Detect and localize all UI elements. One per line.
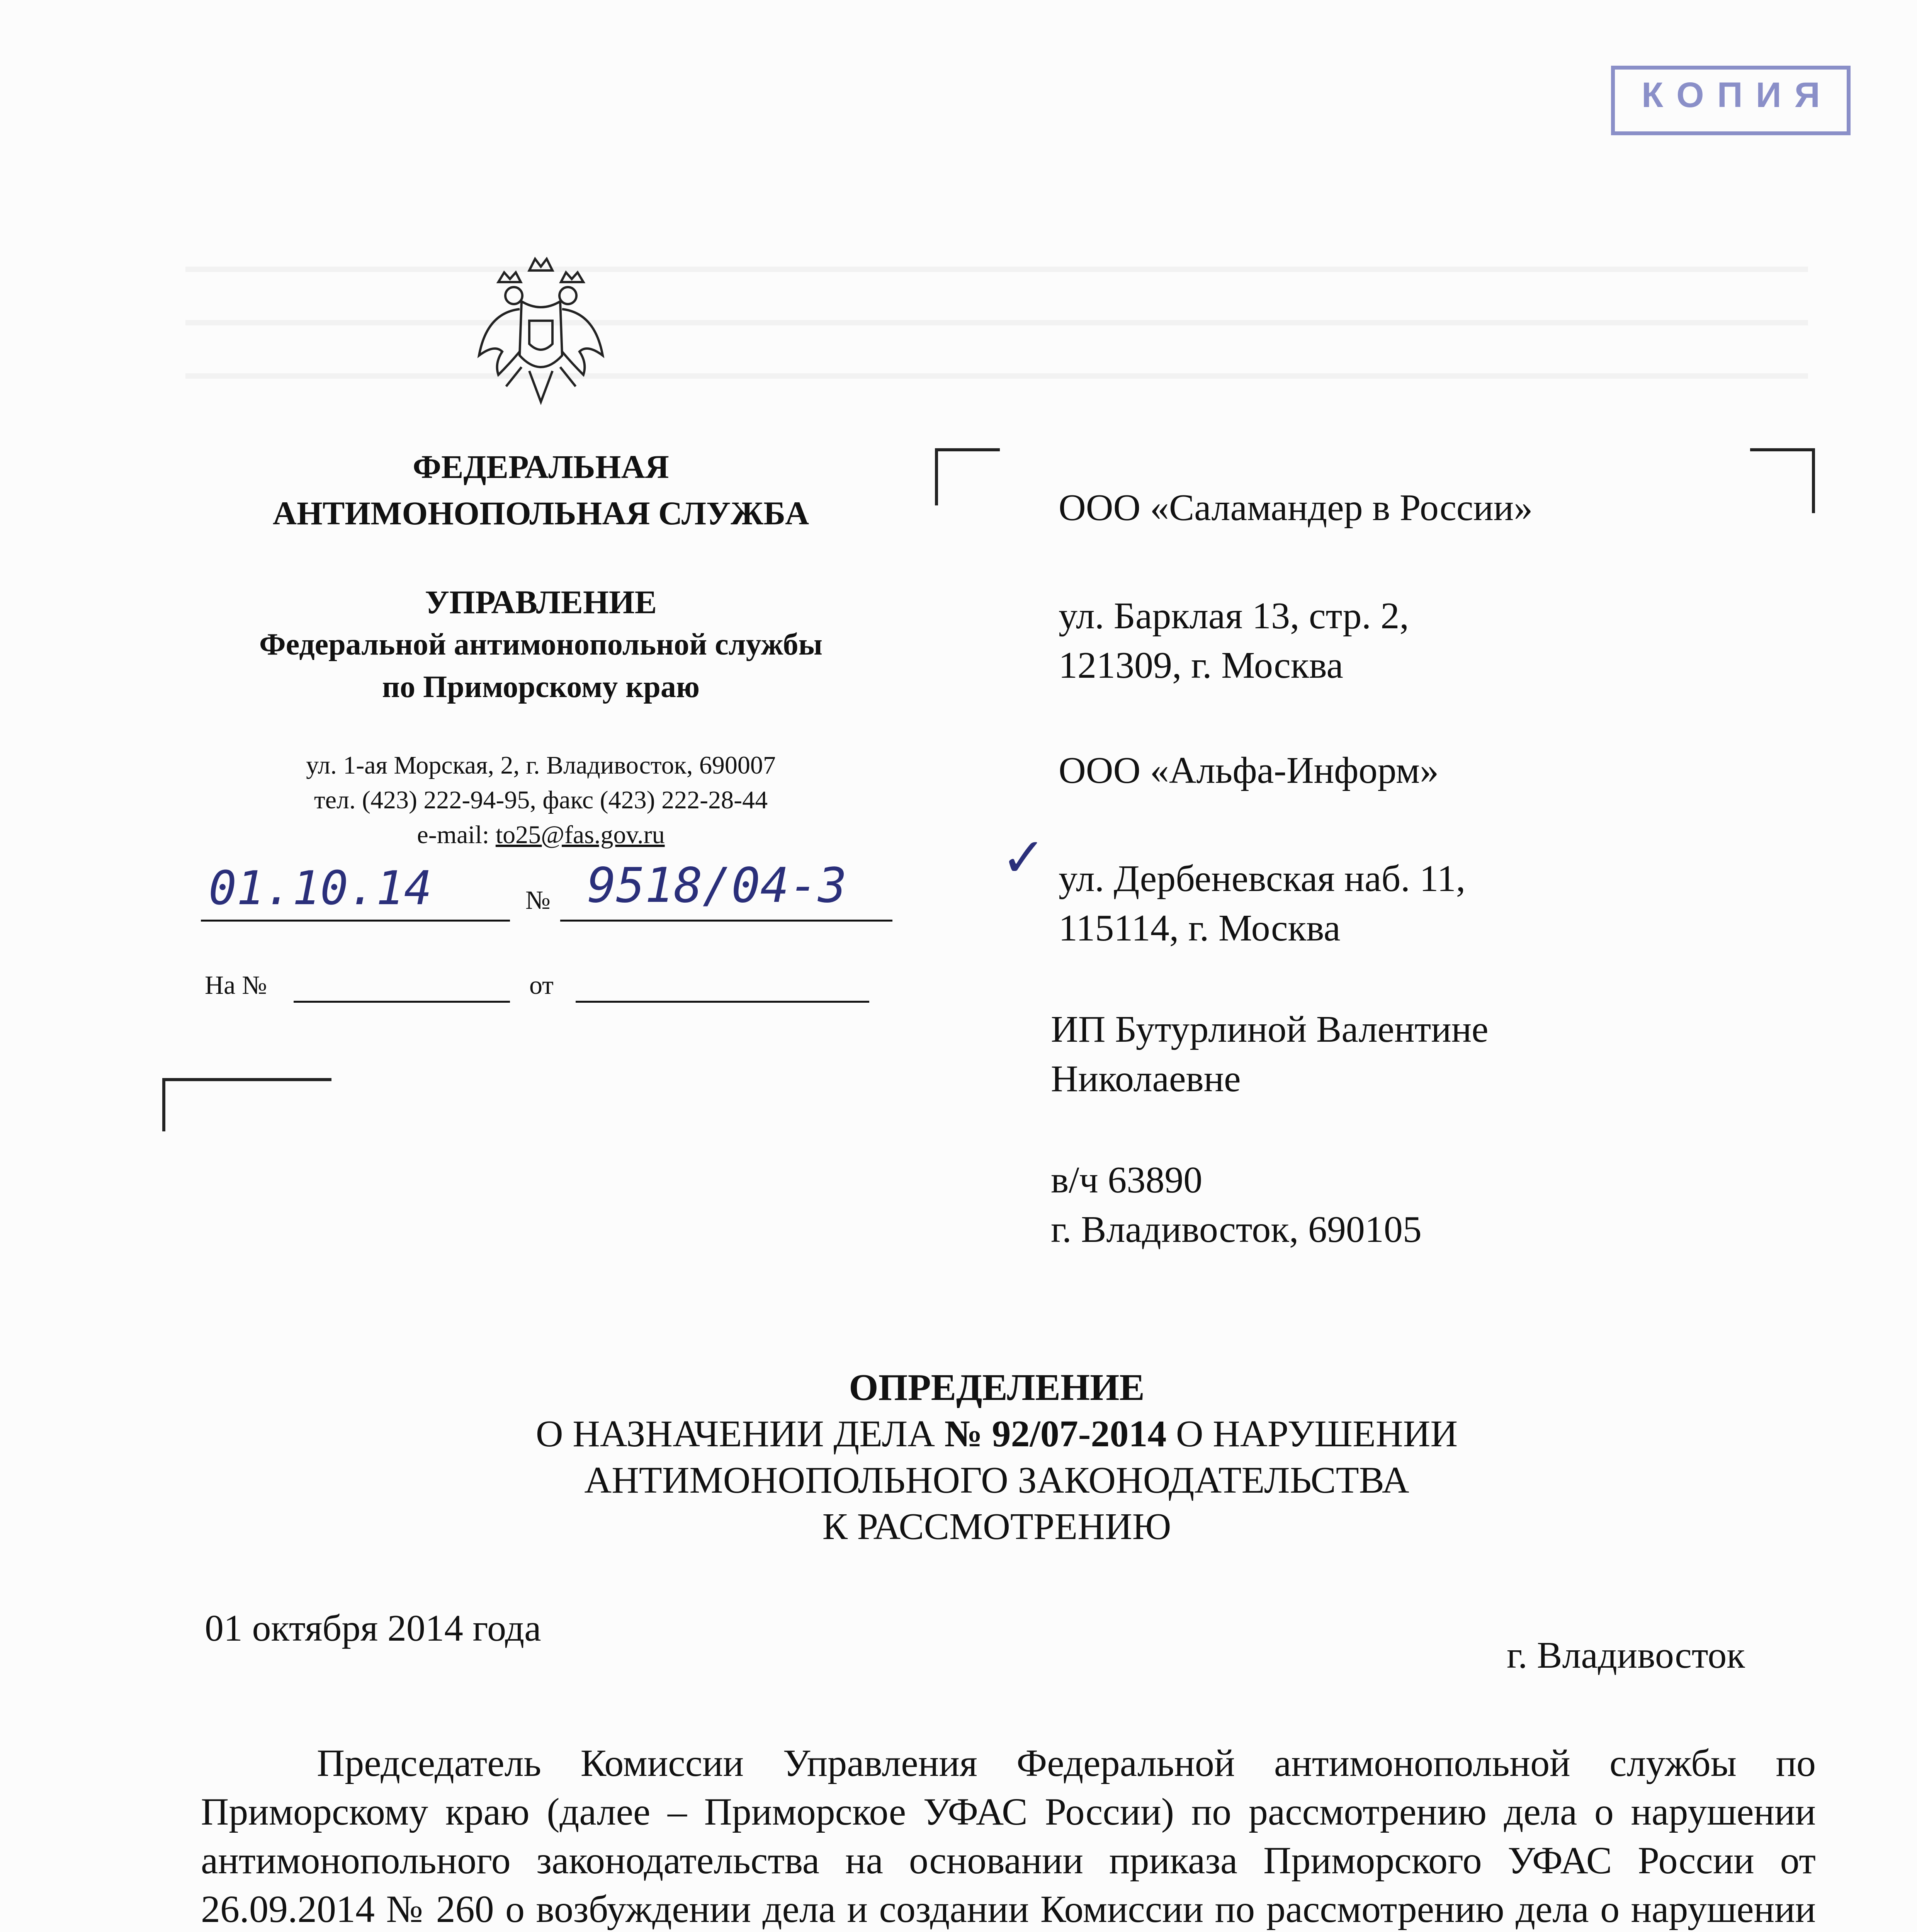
agency-name-line1: ФЕДЕРАЛЬНАЯ — [413, 448, 669, 485]
recipient-salamander: ООО «Саламандер в России» — [1059, 487, 1533, 529]
outgoing-date-line — [201, 920, 510, 922]
recipient-buturlina: ИП Бутурлиной Валентине Николаевне — [1051, 1009, 1489, 1100]
document-subtitle-line2: АНТИМОНОПОЛЬНОГО ЗАКОНОДАТЕЛЬСТВА — [584, 1459, 1409, 1501]
outgoing-date: 01.10.14 — [209, 862, 432, 915]
sender-bracket-bottom-left — [162, 1078, 331, 1131]
email-link[interactable]: to25@fas.gov.ru — [495, 821, 665, 849]
agency-name-line2: АНТИМОНОПОЛЬНАЯ СЛУЖБА — [272, 495, 809, 532]
office-name-line3: по Приморскому краю — [382, 670, 700, 704]
office-name-line2: Федеральной антимонопольной службы — [259, 628, 823, 662]
outgoing-number: 9518/04-3 — [587, 858, 847, 913]
document-title: ОПРЕДЕЛЕНИЕ — [849, 1367, 1145, 1408]
reference-number-label: На № — [205, 970, 267, 1000]
checkmark-icon: ✓ — [1004, 819, 1042, 891]
document-subtitle-line1: О НАЗНАЧЕНИИ ДЕЛА № 92/07-2014 О НАРУШЕНИИ — [535, 1413, 1458, 1455]
recipient-alfa-inform-address: ул. Дербеневская наб. 11, 115114, г. Москва — [1059, 858, 1466, 949]
recipient-alfa-inform: ООО «Альфа-Информ» — [1059, 750, 1439, 791]
sender-email-line — [193, 819, 889, 851]
reference-from-label: от — [529, 970, 554, 1000]
outgoing-number-label: № — [525, 885, 551, 915]
russian-coat-of-arms-icon — [471, 255, 610, 421]
recipient-buturlina-address: в/ч 63890 г. Владивосток, 690105 — [1051, 1159, 1422, 1250]
document-city: г. Владивосток — [1507, 1634, 1745, 1676]
office-name-line1: УПРАВЛЕНИЕ — [425, 583, 657, 621]
email-label: e-mail: — [417, 821, 489, 849]
preamble-paragraph: Председатель Комиссии Управления Федеральной антимонопольной службы по Приморскому краю (далее – Приморское УФАС России) по рассмотрению дела о нарушении антимонопольного законодательства на основании приказа Приморского УФАС России от 26.09.2014 № 260 о возбуждении дела и создании Комиссии по рассмотрению дела о нарушении — [201, 1742, 1816, 1930]
address-bracket-top-left — [935, 448, 1000, 505]
sender-phones: тел. (423) 222-94-95, факс (423) 222-28-44 — [314, 786, 768, 814]
document-date: 01 октября 2014 года — [205, 1607, 541, 1649]
outgoing-number-line — [560, 920, 892, 922]
sender-address: ул. 1-ая Морская, 2, г. Владивосток, 690007 — [306, 751, 776, 779]
case-number: № 92/07-2014 — [944, 1413, 1167, 1455]
document-subtitle-line3: К РАССМОТРЕНИЮ — [822, 1506, 1171, 1548]
copy-stamp: КОПИЯ — [1611, 66, 1851, 135]
recipient-salamander-address: ул. Барклая 13, стр. 2, 121309, г. Москва — [1059, 595, 1409, 686]
reference-number-line — [294, 1001, 510, 1003]
reference-from-line — [576, 1001, 869, 1003]
